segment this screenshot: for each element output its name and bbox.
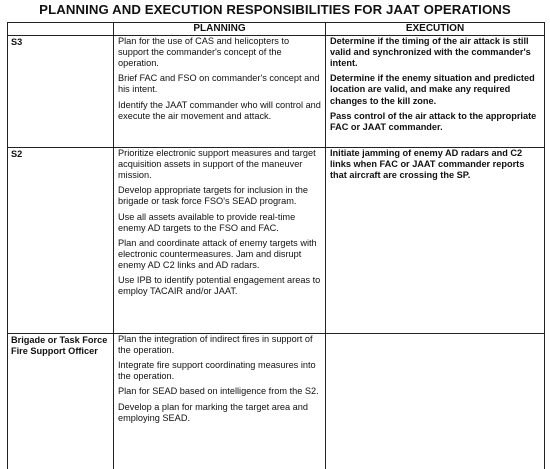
planning-cell [114, 36, 326, 148]
planning-item: Brief FAC and FSO on commander's concept and his intent. [118, 73, 320, 95]
planning-item: Use all assets available to provide real-time enemy AD targets to the FSO and FAC. [118, 211, 296, 233]
execution-cell [326, 36, 545, 148]
planning-item: Develop a plan for marking the target area and employing SEAD. [118, 401, 308, 423]
planning-item: Develop appropriate targets for inclusion in the brigade or task force FSO's SEAD program. [118, 185, 308, 207]
execution-cell [326, 148, 545, 334]
planning-item: Use IPB to identify potential engagement areas to employ TACAIR and/or JAAT. [118, 275, 321, 297]
table-header-row [8, 23, 545, 36]
responsibilities-table [7, 22, 545, 469]
planning-item: Plan the integration of indirect fires in support of the operation. [118, 334, 313, 356]
planning-item: Plan for SEAD based on intelligence from the S2. [118, 386, 319, 397]
execution-item: Determine if the enemy situation and predicted location are valid, and make any required changes to the kill zone. [330, 73, 535, 106]
table-row-fso [8, 334, 545, 469]
execution-item: Initiate jamming of enemy AD radars and C2 links when FAC or JAAT commander reports that aircraft are crossing the SP. [330, 148, 525, 181]
role-cell: Brigade or Task Force Fire Support Officer [8, 334, 114, 469]
role-cell: S3 [8, 36, 114, 148]
header-planning: PLANNING [114, 23, 326, 36]
execution-item: Determine if the timing of the air attack is still valid and synchronized with the commander's intent. [330, 36, 531, 69]
execution-cell [326, 334, 545, 469]
planning-item: Plan for the use of CAS and helicopters to support the commander's concept of the operation. [118, 36, 290, 69]
execution-item: Pass control of the air attack to the appropriate FAC or JAAT commander. [330, 110, 537, 132]
planning-item: Integrate fire support coordinating measures into the operation. [118, 360, 316, 382]
planning-item: Prioritize electronic support measures and target acquisition assets in support of the maneuver mission. [118, 148, 316, 181]
table-row-s3 [8, 36, 545, 148]
header-role [8, 23, 114, 36]
planning-cell [114, 334, 326, 469]
role-cell: S2 [8, 148, 114, 334]
page-title: PLANNING AND EXECUTION RESPONSIBILITIES FOR JAAT OPERATIONS [39, 2, 511, 17]
table-row-s2 [8, 148, 545, 334]
header-execution: EXECUTION [326, 23, 545, 36]
planning-item: Identify the JAAT commander who will control and execute the air movement and attack. [118, 99, 321, 121]
planning-cell [114, 148, 326, 334]
planning-item: Plan and coordinate attack of enemy targets with electronic countermeasures. Jam and disrupt enemy AD C2 links and AD radars. [118, 237, 317, 270]
